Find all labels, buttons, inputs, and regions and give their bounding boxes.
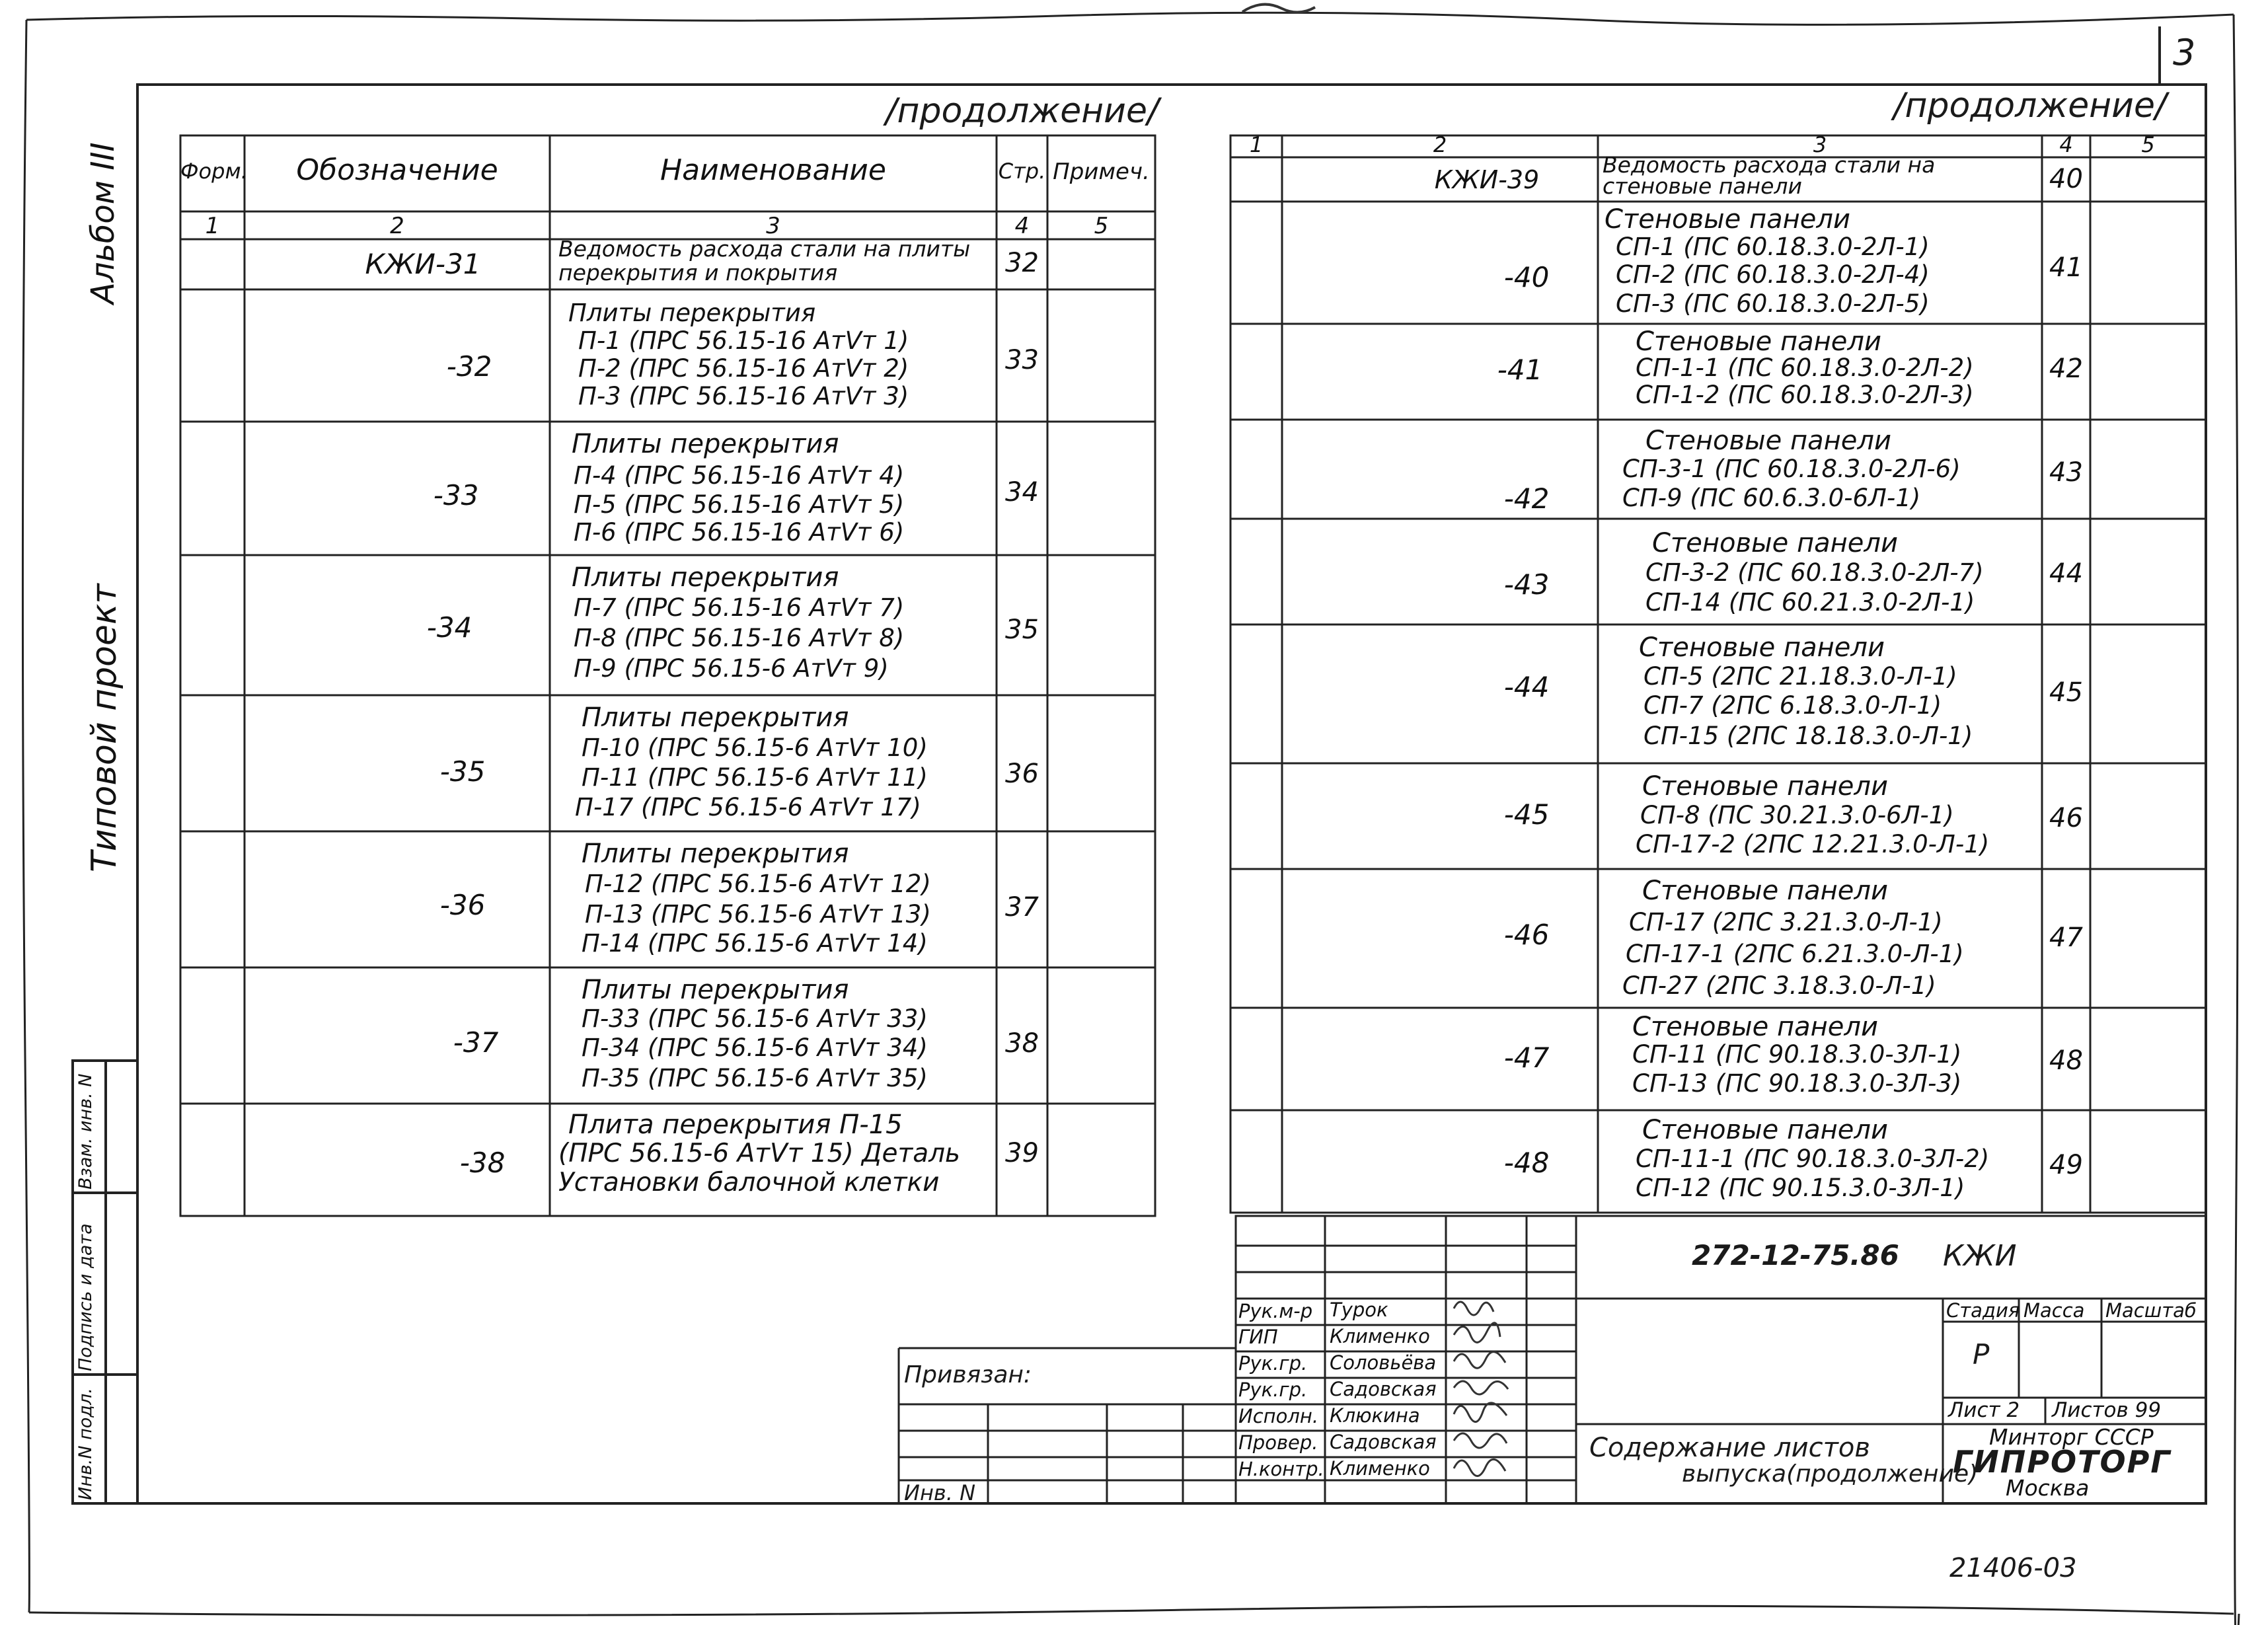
ministry-label: Минторг СССР <box>1989 1424 2154 1450</box>
header-page: Стр. <box>998 159 1046 184</box>
row-line: Стеновые панели <box>1645 426 1891 456</box>
row-line: П-5 (ПРС 56.15-16 АтⅤт 5) <box>574 490 905 519</box>
row-line: П-11 (ПРС 56.15-6 АтⅤт 11) <box>582 763 928 792</box>
row-code: -40 <box>1503 261 1550 293</box>
title-line1: Содержание листов <box>1589 1433 1870 1463</box>
row-line: СП-7 (2ПС 6.18.3.0-Л-1) <box>1644 691 1942 720</box>
inv-label: Инв. N <box>904 1480 975 1505</box>
row-page: 42 <box>2049 354 2083 384</box>
row-code: -38 <box>459 1147 506 1179</box>
row-line: СП-1-1 (ПС 60.18.3.0-2Л-2) <box>1636 354 1974 382</box>
row-line: СП-1-2 (ПС 60.18.3.0-2Л-3) <box>1636 381 1974 409</box>
rcolnum-3: 3 <box>1813 132 1827 157</box>
row-line: СП-17 (2ПС 3.21.3.0-Л-1) <box>1629 908 1943 936</box>
row-line: Стеновые панели <box>1632 1012 1878 1042</box>
sig-name: Турок <box>1330 1299 1388 1321</box>
row-code: -33 <box>433 479 479 511</box>
row-line: П-17 (ПРС 56.15-6 АтⅤт 17) <box>575 793 921 821</box>
sig-name: Клименко <box>1330 1457 1430 1480</box>
row-line: СП-13 (ПС 90.18.3.0-3Л-3) <box>1632 1069 1962 1098</box>
sig-role: Н.контр. <box>1238 1458 1324 1480</box>
row-page: 34 <box>1005 477 1039 508</box>
row-code: КЖИ-39 <box>1434 165 1540 194</box>
row-line: П-8 (ПРС 56.15-16 АтⅤт 8) <box>574 624 905 652</box>
row-code: -34 <box>426 611 472 644</box>
row-line: Стеновые панели <box>1652 528 1898 558</box>
row-code: -32 <box>446 350 492 383</box>
row-line: (ПРС 56.15-6 АтⅤт 15) Деталь <box>558 1139 961 1168</box>
row-line: Стеновые панели <box>1639 632 1885 663</box>
row-line: Установки балочной клетки <box>558 1168 940 1197</box>
row-line: СП-15 (2ПС 18.18.3.0-Л-1) <box>1644 722 1973 750</box>
row-code: -45 <box>1503 798 1550 831</box>
row-page: 40 <box>2049 164 2083 194</box>
row-line: П-2 (ПРС 56.15-16 АтⅤт 2) <box>578 354 909 383</box>
title-line2: выпуска(продолжение) <box>1682 1460 1979 1488</box>
row-line: П-1 (ПРС 56.15-16 АтⅤт 1) <box>578 326 909 355</box>
row-page: 35 <box>1005 615 1039 645</box>
row-code: КЖИ-31 <box>365 248 481 280</box>
row-line: Стеновые панели <box>1642 1115 1888 1145</box>
row-line: СП-3 (ПС 60.18.3.0-2Л-5) <box>1616 289 1930 318</box>
row-line: СП-14 (ПС 60.21.3.0-2Л-1) <box>1645 588 1975 617</box>
row-line: П-12 (ПРС 56.15-6 АтⅤт 12) <box>585 870 931 898</box>
doc-code: 272-12-75.86 <box>1692 1239 1899 1271</box>
row-line: СП-3-1 (ПС 60.18.3.0-2Л-6) <box>1622 455 1961 483</box>
row-line: П-10 (ПРС 56.15-6 АтⅤт 10) <box>582 734 928 762</box>
row-code: -42 <box>1503 482 1550 515</box>
row-code: -47 <box>1503 1041 1550 1074</box>
mass-label: Масса <box>2023 1299 2085 1322</box>
row-line: СП-27 (2ПС 3.18.3.0-Л-1) <box>1622 971 1936 1000</box>
row-line: П-34 (ПРС 56.15-6 АтⅤт 34) <box>582 1034 928 1062</box>
row-page: 48 <box>2049 1045 2083 1076</box>
row-line: СП-17-2 (2ПС 12.21.3.0-Л-1) <box>1636 830 1990 858</box>
stage-label: Стадия <box>1946 1299 2020 1322</box>
continuation-label-right: /продолжение/ <box>1893 86 2167 126</box>
rcolnum-1: 1 <box>1249 132 1264 157</box>
row-line: СП-2 (ПС 60.18.3.0-2Л-4) <box>1616 260 1930 289</box>
stamp-inv-label: Инв.N подл. <box>75 1388 96 1500</box>
sig-name: Садовская <box>1330 1378 1437 1400</box>
sig-role: ГИП <box>1238 1326 1278 1348</box>
sig-role: Рук.гр. <box>1238 1352 1308 1375</box>
row-line: П-6 (ПРС 56.15-16 АтⅤт 6) <box>574 518 905 547</box>
row-page: 33 <box>1005 345 1039 375</box>
row-page: 46 <box>2049 803 2083 833</box>
project-type-label: Типовой проект <box>85 584 124 872</box>
colnum-3: 3 <box>766 213 780 239</box>
row-page: 44 <box>2049 558 2083 589</box>
row-line: Плиты перекрытия <box>582 975 849 1005</box>
row-page: 49 <box>2049 1150 2083 1180</box>
row-line: Ведомость расхода стали на плиты <box>558 236 971 262</box>
sheets-label: Листов 99 <box>2052 1398 2162 1422</box>
rcolnum-4: 4 <box>2059 132 2073 157</box>
row-page: 45 <box>2049 677 2083 708</box>
row-code: -35 <box>439 755 486 788</box>
colnum-5: 5 <box>1094 213 1109 239</box>
row-line: Ведомость расхода стали на <box>1603 152 1936 178</box>
row-page: 43 <box>2049 457 2083 488</box>
rcolnum-5: 5 <box>2141 132 2155 157</box>
bound-label: Привязан: <box>904 1361 1032 1388</box>
row-line: П-7 (ПРС 56.15-16 АтⅤт 7) <box>574 593 905 622</box>
sig-role: Рук.м-р <box>1238 1300 1313 1322</box>
sig-name: Садовская <box>1330 1431 1437 1453</box>
row-page: 47 <box>2049 923 2083 953</box>
sig-role: Провер. <box>1238 1431 1318 1454</box>
row-line: П-33 (ПРС 56.15-6 АтⅤт 33) <box>582 1004 928 1033</box>
row-line: Стеновые панели <box>1642 771 1888 802</box>
colnum-1: 1 <box>205 213 220 239</box>
row-code: -44 <box>1503 671 1550 703</box>
row-line: СП-3-2 (ПС 60.18.3.0-2Л-7) <box>1645 558 1984 587</box>
header-name: Наименование <box>660 153 886 187</box>
row-line: перекрытия и покрытия <box>558 260 838 285</box>
city-label: Москва <box>2006 1475 2090 1501</box>
row-line: Стеновые панели <box>1642 876 1888 906</box>
row-line: СП-1 (ПС 60.18.3.0-2Л-1) <box>1616 233 1930 261</box>
colnum-4: 4 <box>1014 213 1030 239</box>
row-code: -43 <box>1503 568 1550 601</box>
sig-name: Клюкина <box>1330 1404 1420 1427</box>
row-line: Плиты перекрытия <box>572 429 839 459</box>
row-page: 39 <box>1005 1138 1039 1168</box>
sig-name: Клименко <box>1330 1325 1430 1347</box>
continuation-label-left: /продолжение/ <box>886 91 1159 131</box>
row-line: П-13 (ПРС 56.15-6 АтⅤт 13) <box>585 900 931 928</box>
org-name: ГИПРОТОРГ <box>1953 1444 2172 1480</box>
sig-name: Соловьёва <box>1330 1351 1437 1374</box>
header-note: Примеч. <box>1053 159 1150 185</box>
row-line: СП-11-1 (ПС 90.18.3.0-3Л-2) <box>1636 1145 1990 1173</box>
row-code: -36 <box>439 889 486 921</box>
row-line: П-35 (ПРС 56.15-6 АтⅤт 35) <box>582 1064 928 1092</box>
sheet-label: Лист 2 <box>1948 1398 2020 1422</box>
row-line: Плиты перекрытия <box>582 839 849 869</box>
row-page: 41 <box>2049 252 2083 283</box>
row-page: 38 <box>1005 1028 1039 1059</box>
row-line: СП-5 (2ПС 21.18.3.0-Л-1) <box>1644 662 1957 691</box>
scale-label: Масштаб <box>2105 1299 2197 1322</box>
row-line: СП-11 (ПС 90.18.3.0-3Л-1) <box>1632 1040 1962 1069</box>
colnum-2: 2 <box>390 213 404 239</box>
row-page: 36 <box>1005 759 1039 789</box>
row-line: Плиты перекрытия <box>568 299 816 327</box>
row-line: стеновые панели <box>1603 173 1802 199</box>
stamp-replace-label: Взам. инв. N <box>75 1073 96 1190</box>
stamp-sign-label: Подпись и дата <box>75 1223 96 1371</box>
row-line: СП-8 (ПС 30.21.3.0-6Л-1) <box>1640 801 1954 829</box>
row-line: П-4 (ПРС 56.15-16 АтⅤт 4) <box>574 461 905 490</box>
rcolnum-2: 2 <box>1433 132 1447 157</box>
row-line: СП-17-1 (2ПС 6.21.3.0-Л-1) <box>1626 940 1964 968</box>
row-code: -48 <box>1503 1147 1550 1179</box>
row-line: СП-12 (ПС 90.15.3.0-3Л-1) <box>1636 1174 1965 1202</box>
row-code: -41 <box>1497 354 1543 386</box>
header-form: Форм. <box>180 159 248 184</box>
sheet-number: 3 <box>2173 32 2196 73</box>
row-page: 37 <box>1005 892 1039 923</box>
header-designation: Обозначение <box>296 153 498 187</box>
row-line: Плита перекрытия П-15 <box>568 1110 903 1140</box>
row-line: П-14 (ПРС 56.15-6 АтⅤт 14) <box>582 929 928 958</box>
archive-number: 21406-03 <box>1949 1553 2077 1583</box>
sig-role: Рук.гр. <box>1238 1379 1308 1401</box>
row-line: Плиты перекрытия <box>582 702 849 733</box>
row-line: П-9 (ПРС 56.15-6 АтⅤт 9) <box>574 654 889 683</box>
row-line: Стеновые панели <box>1605 204 1850 235</box>
sig-role: Исполн. <box>1238 1405 1319 1427</box>
row-line: П-3 (ПРС 56.15-16 АтⅤт 3) <box>578 382 909 410</box>
row-line: Плиты перекрытия <box>572 562 839 593</box>
stage-value: Р <box>1973 1338 1990 1371</box>
row-line: Стеновые панели <box>1636 326 1881 357</box>
doc-mark: КЖИ <box>1943 1239 2017 1273</box>
album-label: Альбом III <box>85 142 122 304</box>
row-code: -37 <box>453 1026 499 1059</box>
row-line: СП-9 (ПС 60.6.3.0-6Л-1) <box>1622 484 1921 512</box>
row-page: 32 <box>1005 248 1039 278</box>
row-code: -46 <box>1503 919 1550 951</box>
